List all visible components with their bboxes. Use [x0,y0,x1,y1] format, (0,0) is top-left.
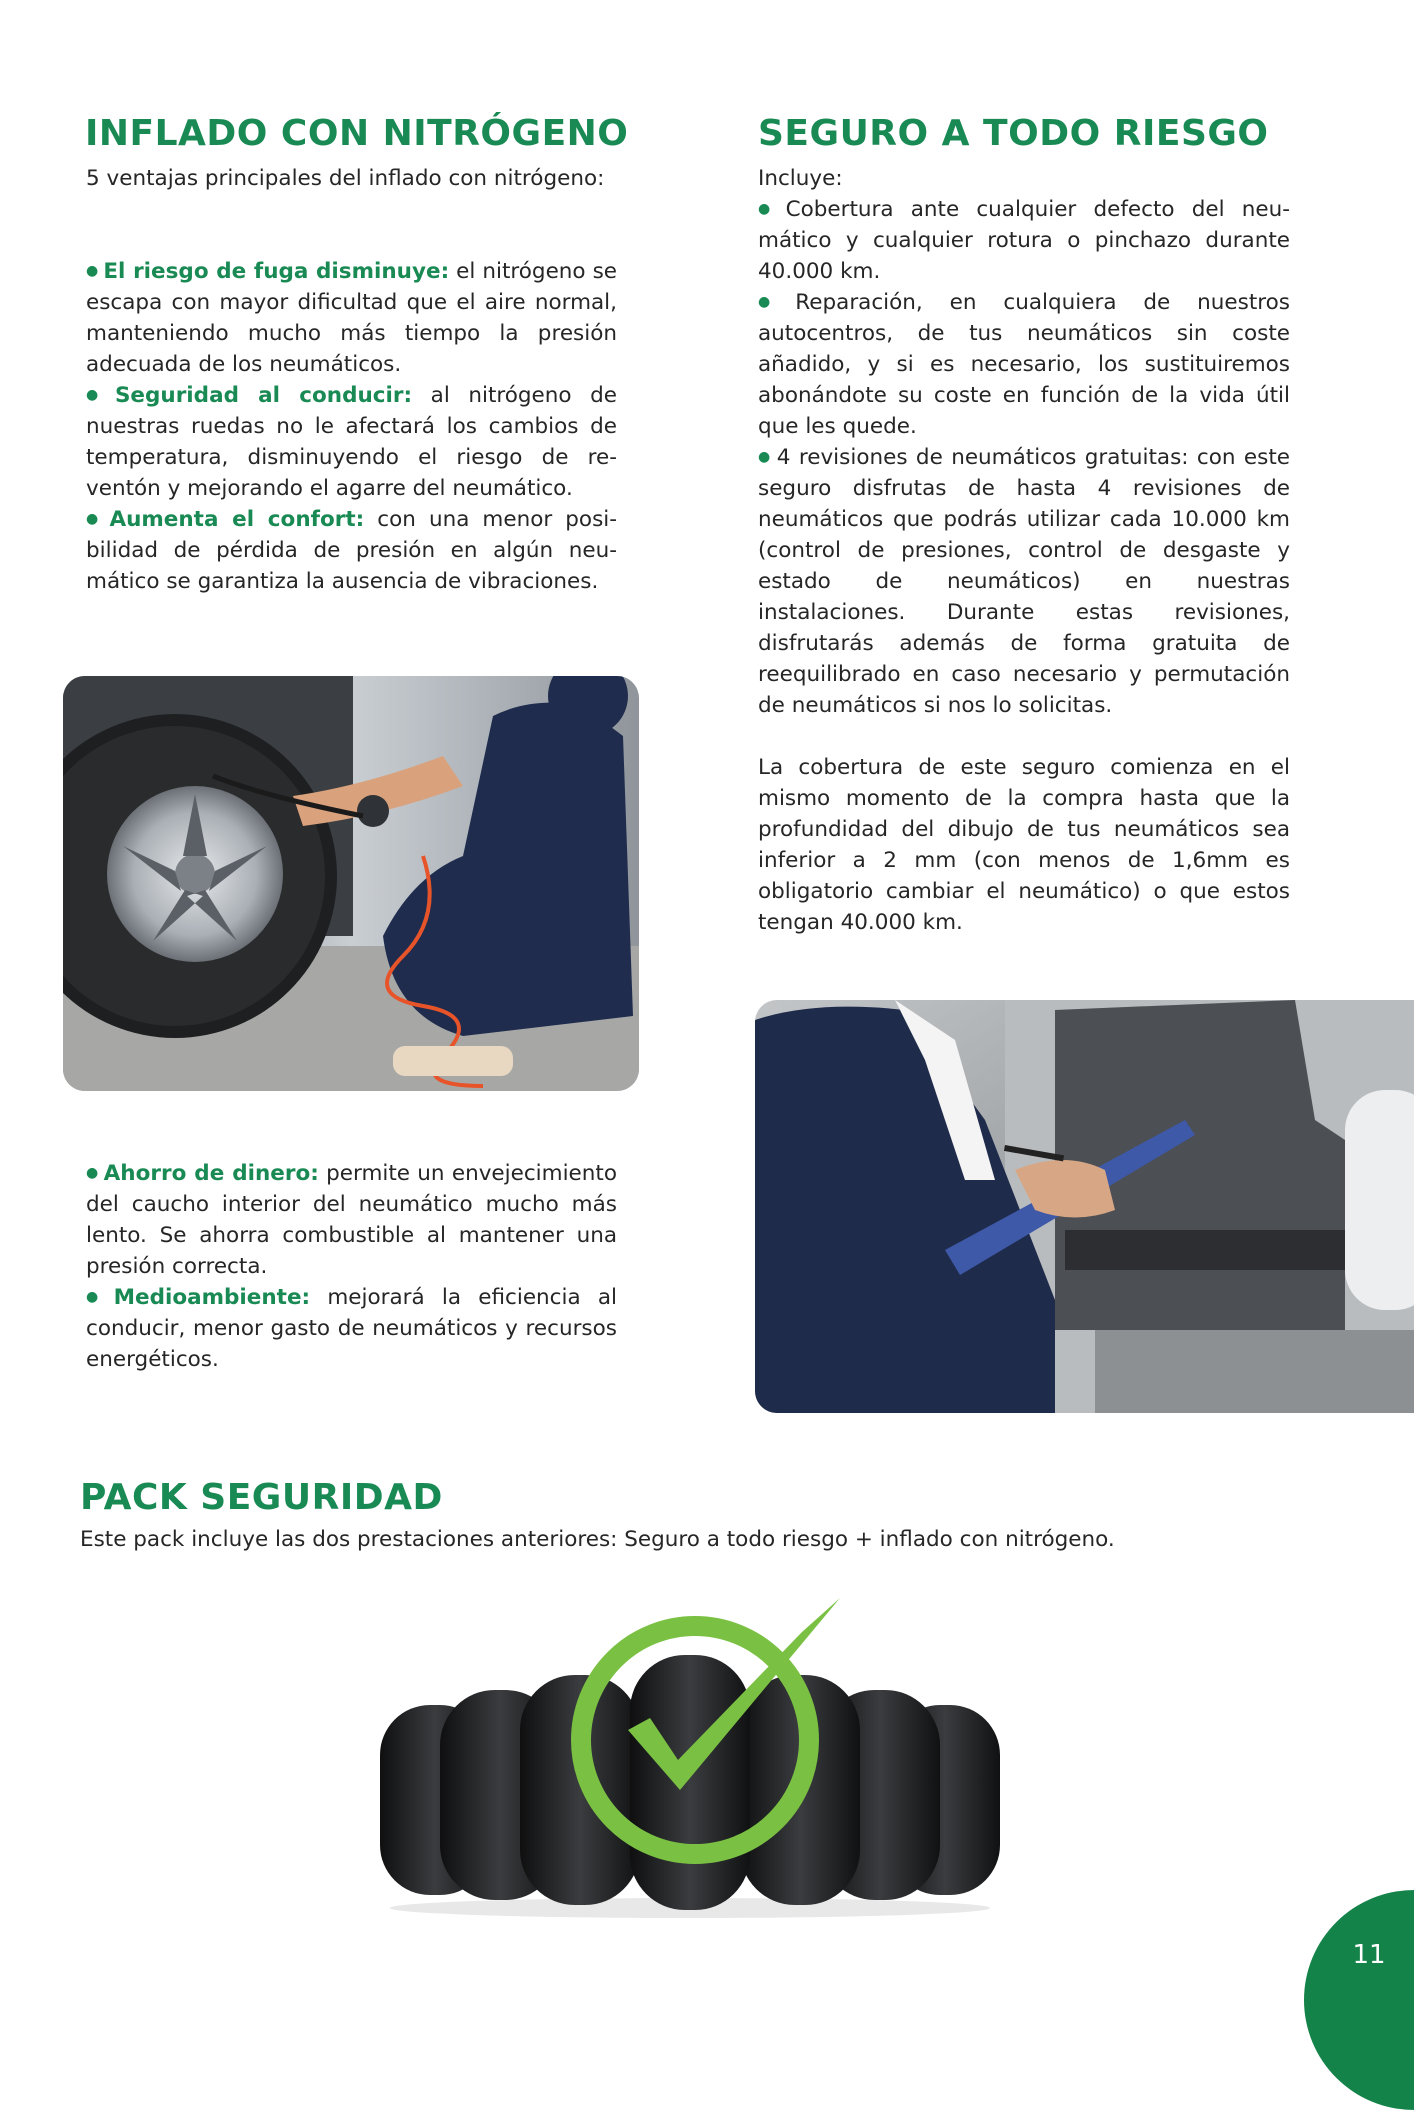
bullet-dot-icon: ● [86,387,110,403]
page-number: 11 [1352,1940,1386,1970]
nitrogen-intro: 5 ventajas principales del inflado con nitrógeno: [86,166,605,191]
list-item: ● Cobertura ante cualquier defecto del neumático y cualquier rotura o pinchazo durante 40.000 km. [758,197,1290,284]
coverage-paragraph: La cobertura de este seguro comienza en el mismo momento de la compra hasta que la profundidad del dibujo de tus neumáticos sea inferior a 2 mm (con menos de 1,6mm es obligatorio cambiar el neumático) o que estos tengan 40.000 km. [758,755,1290,935]
pack-description: Este pack incluye las dos prestaciones anteriores: Seguro a todo riesgo + inflado con nitrógeno. [80,1527,1115,1552]
pack-heading: PACK SEGURIDAD [80,1477,443,1518]
list-item: ● Ahorro de dinero: permite un envejecimiento del caucho interior del neumático mucho más lento. Se ahorra combustible al mantener una presión correcta. [86,1161,617,1279]
inspection-photo [755,1000,1414,1413]
bullet-dot-icon: ● [86,1289,109,1305]
list-item: ● Aumenta el confort: con una menor posibilidad de pérdida de presión en algún neumático se garantiza la ausencia de vibraciones. [86,507,618,594]
list-item: ● Reparación, en cualquiera de nuestros autocentros, de tus neumáticos sin coste añadido, y si es necesario, los sustituiremos abonándote su coste en función de la vida útil que les quede. [758,290,1291,439]
list-item: ● 4 revisiones de neumáticos gratuitas: con este seguro disfrutas de hasta 4 revisiones de neumáticos que podrás utilizar cada 10.000 km (control de presiones, control de desgaste y estado de neumáticos) en nuestras instalaciones. Durante estas revisiones, disfrutarás además de forma gratuita de reequilibrado en caso necesario y permutación de neumáticos si nos lo solicitas. [758,445,1290,718]
nitrogen-text-bottom [86,1158,617,1375]
nitrogen-heading: INFLADO CON NITRÓGENO [85,113,629,154]
bullet-dot-icon: ● [86,511,105,527]
insurance-intro: Incluye: [758,166,843,191]
list-item: ● Seguridad al conducir: al nitrógeno de nuestras ruedas no le afectará los cambios de temperatura, disminuyendo el riesgo de reventón y mejorando el agarre del neumático. [86,383,617,501]
bullet-dot-icon: ● [758,449,772,465]
bullet-dot-icon: ● [758,201,781,217]
tire-inflation-photo [63,676,639,1091]
insurance-text [758,163,1290,938]
list-item: ● El riesgo de fuga disminuye: el nitrógeno se escapa con mayor dificultad que el aire normal, manteniendo mucho más tiempo la presión adecuada de los neumáticos. [86,259,617,377]
bullet-dot-icon: ● [86,263,99,279]
page-number-badge [1304,1890,1414,2110]
bullet-dot-icon: ● [758,294,791,310]
bullet-dot-icon: ● [86,1165,99,1181]
tires-checkmark-illustration [370,1590,1010,1920]
list-item: ● Medioambiente: mejorará la eficiencia al conducir, menor gasto de neumáticos y recursos energéticos. [86,1285,618,1372]
tire-shape [630,1655,750,1910]
nitrogen-text-top [86,163,617,597]
insurance-heading: SEGURO A TODO RIESGO [758,113,1269,154]
